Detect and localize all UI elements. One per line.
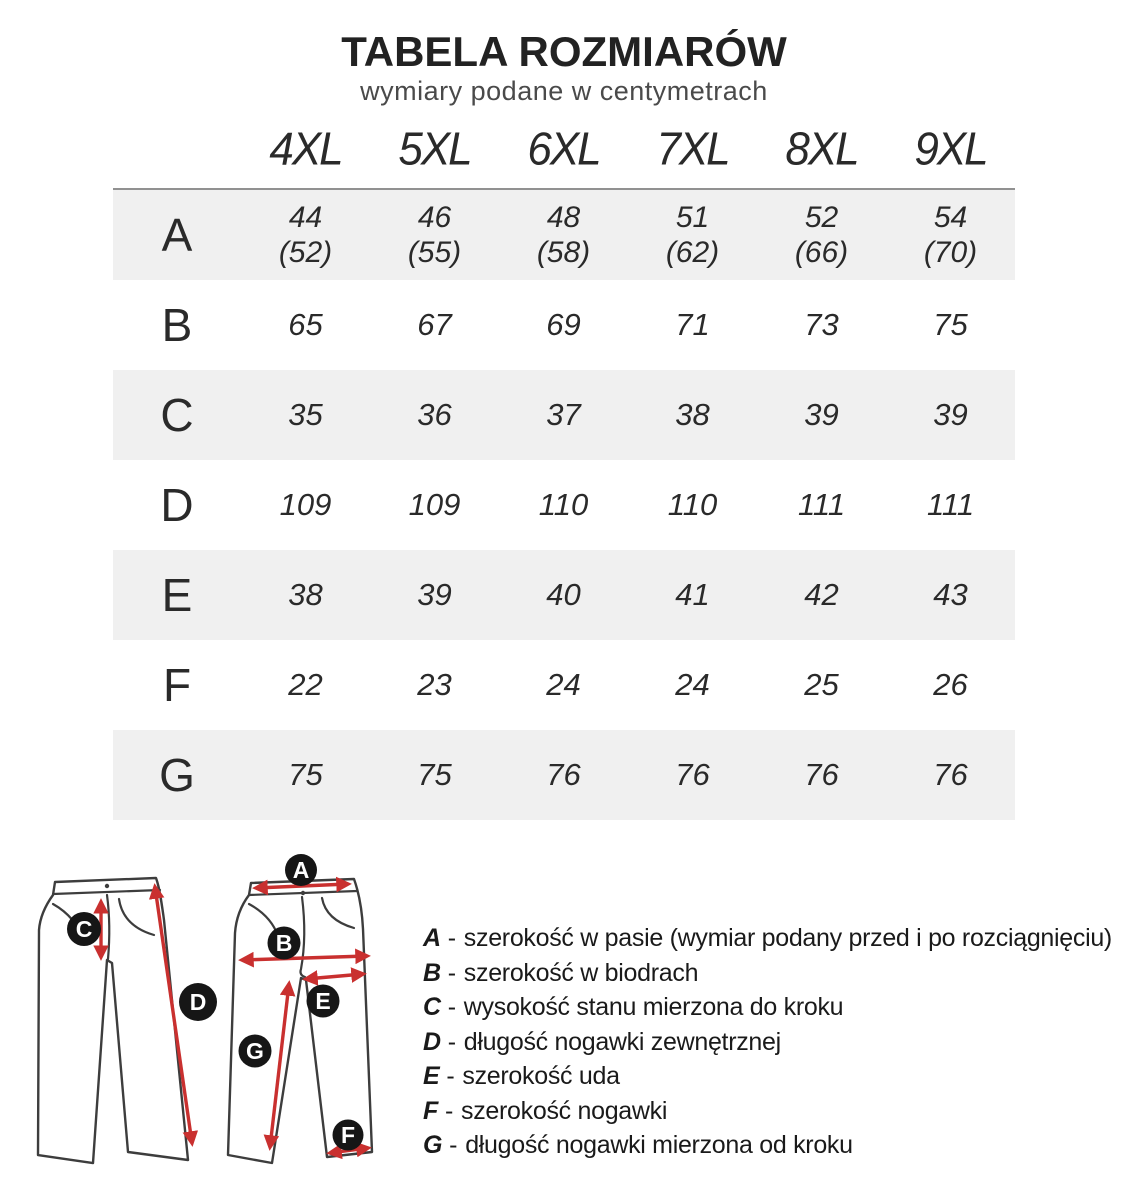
legend-letter-e: E — [423, 1062, 440, 1090]
legend-separator: - — [444, 1096, 454, 1125]
cell-a-7xl: 51 (62) — [665, 200, 720, 269]
cell-c-9xl: 39 — [933, 397, 968, 432]
legend-text-d: długość nogawki zewnętrznej — [463, 1027, 781, 1056]
cell-d-6xl: 110 — [538, 487, 589, 522]
cell-g-6xl: 76 — [546, 757, 581, 792]
pants-back-button — [301, 891, 305, 895]
cell-f-4xl: 22 — [288, 667, 323, 702]
legend-letter-c: C — [423, 993, 441, 1021]
legend-letter-b: B — [423, 958, 441, 987]
table-row-f — [113, 640, 1015, 730]
legend-text-e: szerokość uda — [462, 1062, 620, 1090]
measure-label-e — [307, 985, 340, 1018]
legend-separator: - — [447, 958, 456, 987]
legend-item-e — [423, 1059, 1112, 1094]
size-header-4xl: 4XL — [269, 123, 342, 176]
legend-item-f — [423, 1094, 1112, 1129]
legend-separator: - — [449, 1131, 458, 1159]
table-row-b — [113, 280, 1015, 370]
label-letter-c: C — [75, 916, 93, 942]
cell-b-5xl: 67 — [417, 307, 452, 342]
cell-g-4xl: 75 — [288, 757, 323, 792]
label-letter-a: A — [292, 857, 310, 883]
row-label-b: B — [161, 299, 193, 351]
cell-f-8xl: 25 — [804, 667, 839, 702]
size-header-6xl: 6XL — [527, 123, 600, 176]
cell-c-5xl: 36 — [417, 397, 452, 432]
label-letter-b: B — [275, 930, 293, 956]
legend-text-g: długość nogawki mierzona od kroku — [465, 1131, 853, 1159]
size-table — [113, 112, 1015, 820]
cell-c-8xl: 39 — [804, 397, 839, 432]
legend-text-a: szerokość w pasie (wymiar podany przed i po rozciągnięciu) — [463, 924, 1112, 952]
legend-separator: - — [447, 1027, 456, 1056]
cell-g-7xl: 76 — [675, 757, 710, 792]
legend-item-b — [423, 956, 1112, 991]
row-label-a: A — [161, 209, 193, 261]
cell-b-9xl: 75 — [933, 307, 968, 342]
table-row-g — [113, 730, 1015, 820]
cell-d-7xl: 110 — [667, 487, 718, 522]
cell-c-4xl: 35 — [288, 397, 323, 432]
size-header-5xl: 5XL — [398, 123, 471, 176]
legend-letter-f: F — [423, 1096, 438, 1125]
table-row-a — [113, 190, 1015, 280]
cell-e-9xl: 43 — [933, 577, 968, 612]
cell-f-5xl: 23 — [417, 667, 452, 702]
measure-label-b — [268, 927, 301, 960]
cell-f-7xl: 24 — [675, 667, 710, 702]
legend-letter-g: G — [423, 1131, 443, 1159]
cell-b-4xl: 65 — [288, 307, 323, 342]
cell-b-7xl: 71 — [675, 307, 710, 342]
cell-a-6xl: 48 (58) — [536, 200, 591, 269]
measure-label-f — [333, 1120, 364, 1151]
cell-b-8xl: 73 — [804, 307, 839, 342]
measure-label-d — [179, 983, 217, 1021]
cell-f-6xl: 24 — [546, 667, 581, 702]
cell-b-6xl: 69 — [546, 307, 581, 342]
cell-c-7xl: 38 — [675, 397, 710, 432]
legend-item-a — [423, 921, 1112, 956]
measurement-legend — [423, 921, 1112, 1163]
cell-d-4xl: 109 — [279, 487, 332, 522]
page-subtitle: wymiary podane w centymetrach — [360, 76, 768, 107]
cell-e-6xl: 40 — [546, 577, 581, 612]
legend-separator: - — [447, 924, 456, 952]
table-row-e — [113, 550, 1015, 640]
cell-d-9xl: 111 — [926, 487, 975, 522]
legend-item-c — [423, 990, 1112, 1025]
cell-f-9xl: 26 — [933, 667, 968, 702]
legend-item-g — [423, 1128, 1112, 1163]
legend-separator: - — [447, 993, 456, 1021]
size-header-9xl: 9XL — [914, 123, 987, 176]
pants-diagram-front — [26, 860, 238, 1198]
page-title: TABELA ROZMIARÓW — [341, 28, 787, 75]
cell-g-5xl: 75 — [417, 757, 452, 792]
size-table-header-row — [113, 112, 1015, 190]
cell-g-8xl: 76 — [804, 757, 839, 792]
table-row-c — [113, 370, 1015, 460]
label-letter-e: E — [315, 988, 331, 1014]
cell-a-4xl: 44 (52) — [278, 200, 333, 269]
cell-a-8xl: 52 (66) — [794, 200, 849, 269]
cell-e-5xl: 39 — [417, 577, 452, 612]
cell-g-9xl: 76 — [933, 757, 968, 792]
size-header-8xl: 8XL — [785, 123, 858, 176]
measure-label-a — [285, 854, 317, 886]
pants-diagram-back — [226, 853, 414, 1200]
legend-letter-d: D — [423, 1027, 441, 1056]
table-row-d — [113, 460, 1015, 550]
legend-letter-a: A — [423, 924, 441, 952]
size-header-7xl: 7XL — [656, 123, 729, 176]
row-label-d: D — [160, 479, 194, 531]
legend-item-d — [423, 1025, 1112, 1060]
legend-separator: - — [446, 1062, 455, 1090]
cell-d-5xl: 109 — [408, 487, 461, 522]
legend-text-b: szerokość w biodrach — [463, 958, 699, 987]
pants-front-outline — [38, 878, 188, 1163]
label-letter-d: D — [189, 989, 207, 1015]
pants-front-button — [105, 884, 109, 888]
cell-e-4xl: 38 — [288, 577, 323, 612]
label-letter-g: G — [246, 1038, 264, 1064]
cell-a-5xl: 46 (55) — [407, 200, 462, 269]
header — [113, 30, 1015, 107]
legend-text-f: szerokość nogawki — [461, 1096, 668, 1125]
measure-label-g — [239, 1035, 272, 1068]
label-letter-f: F — [340, 1122, 356, 1148]
legend-text-c: wysokość stanu mierzona do kroku — [463, 993, 844, 1021]
row-label-c: C — [160, 389, 194, 441]
cell-a-9xl: 54 (70) — [923, 200, 978, 269]
cell-e-7xl: 41 — [675, 577, 710, 612]
cell-d-8xl: 111 — [797, 487, 846, 522]
row-label-f: F — [162, 659, 192, 711]
cell-e-8xl: 42 — [804, 577, 839, 612]
cell-c-6xl: 37 — [546, 397, 581, 432]
row-label-e: E — [161, 569, 193, 621]
row-label-g: G — [159, 749, 195, 801]
measure-label-c — [67, 912, 101, 946]
